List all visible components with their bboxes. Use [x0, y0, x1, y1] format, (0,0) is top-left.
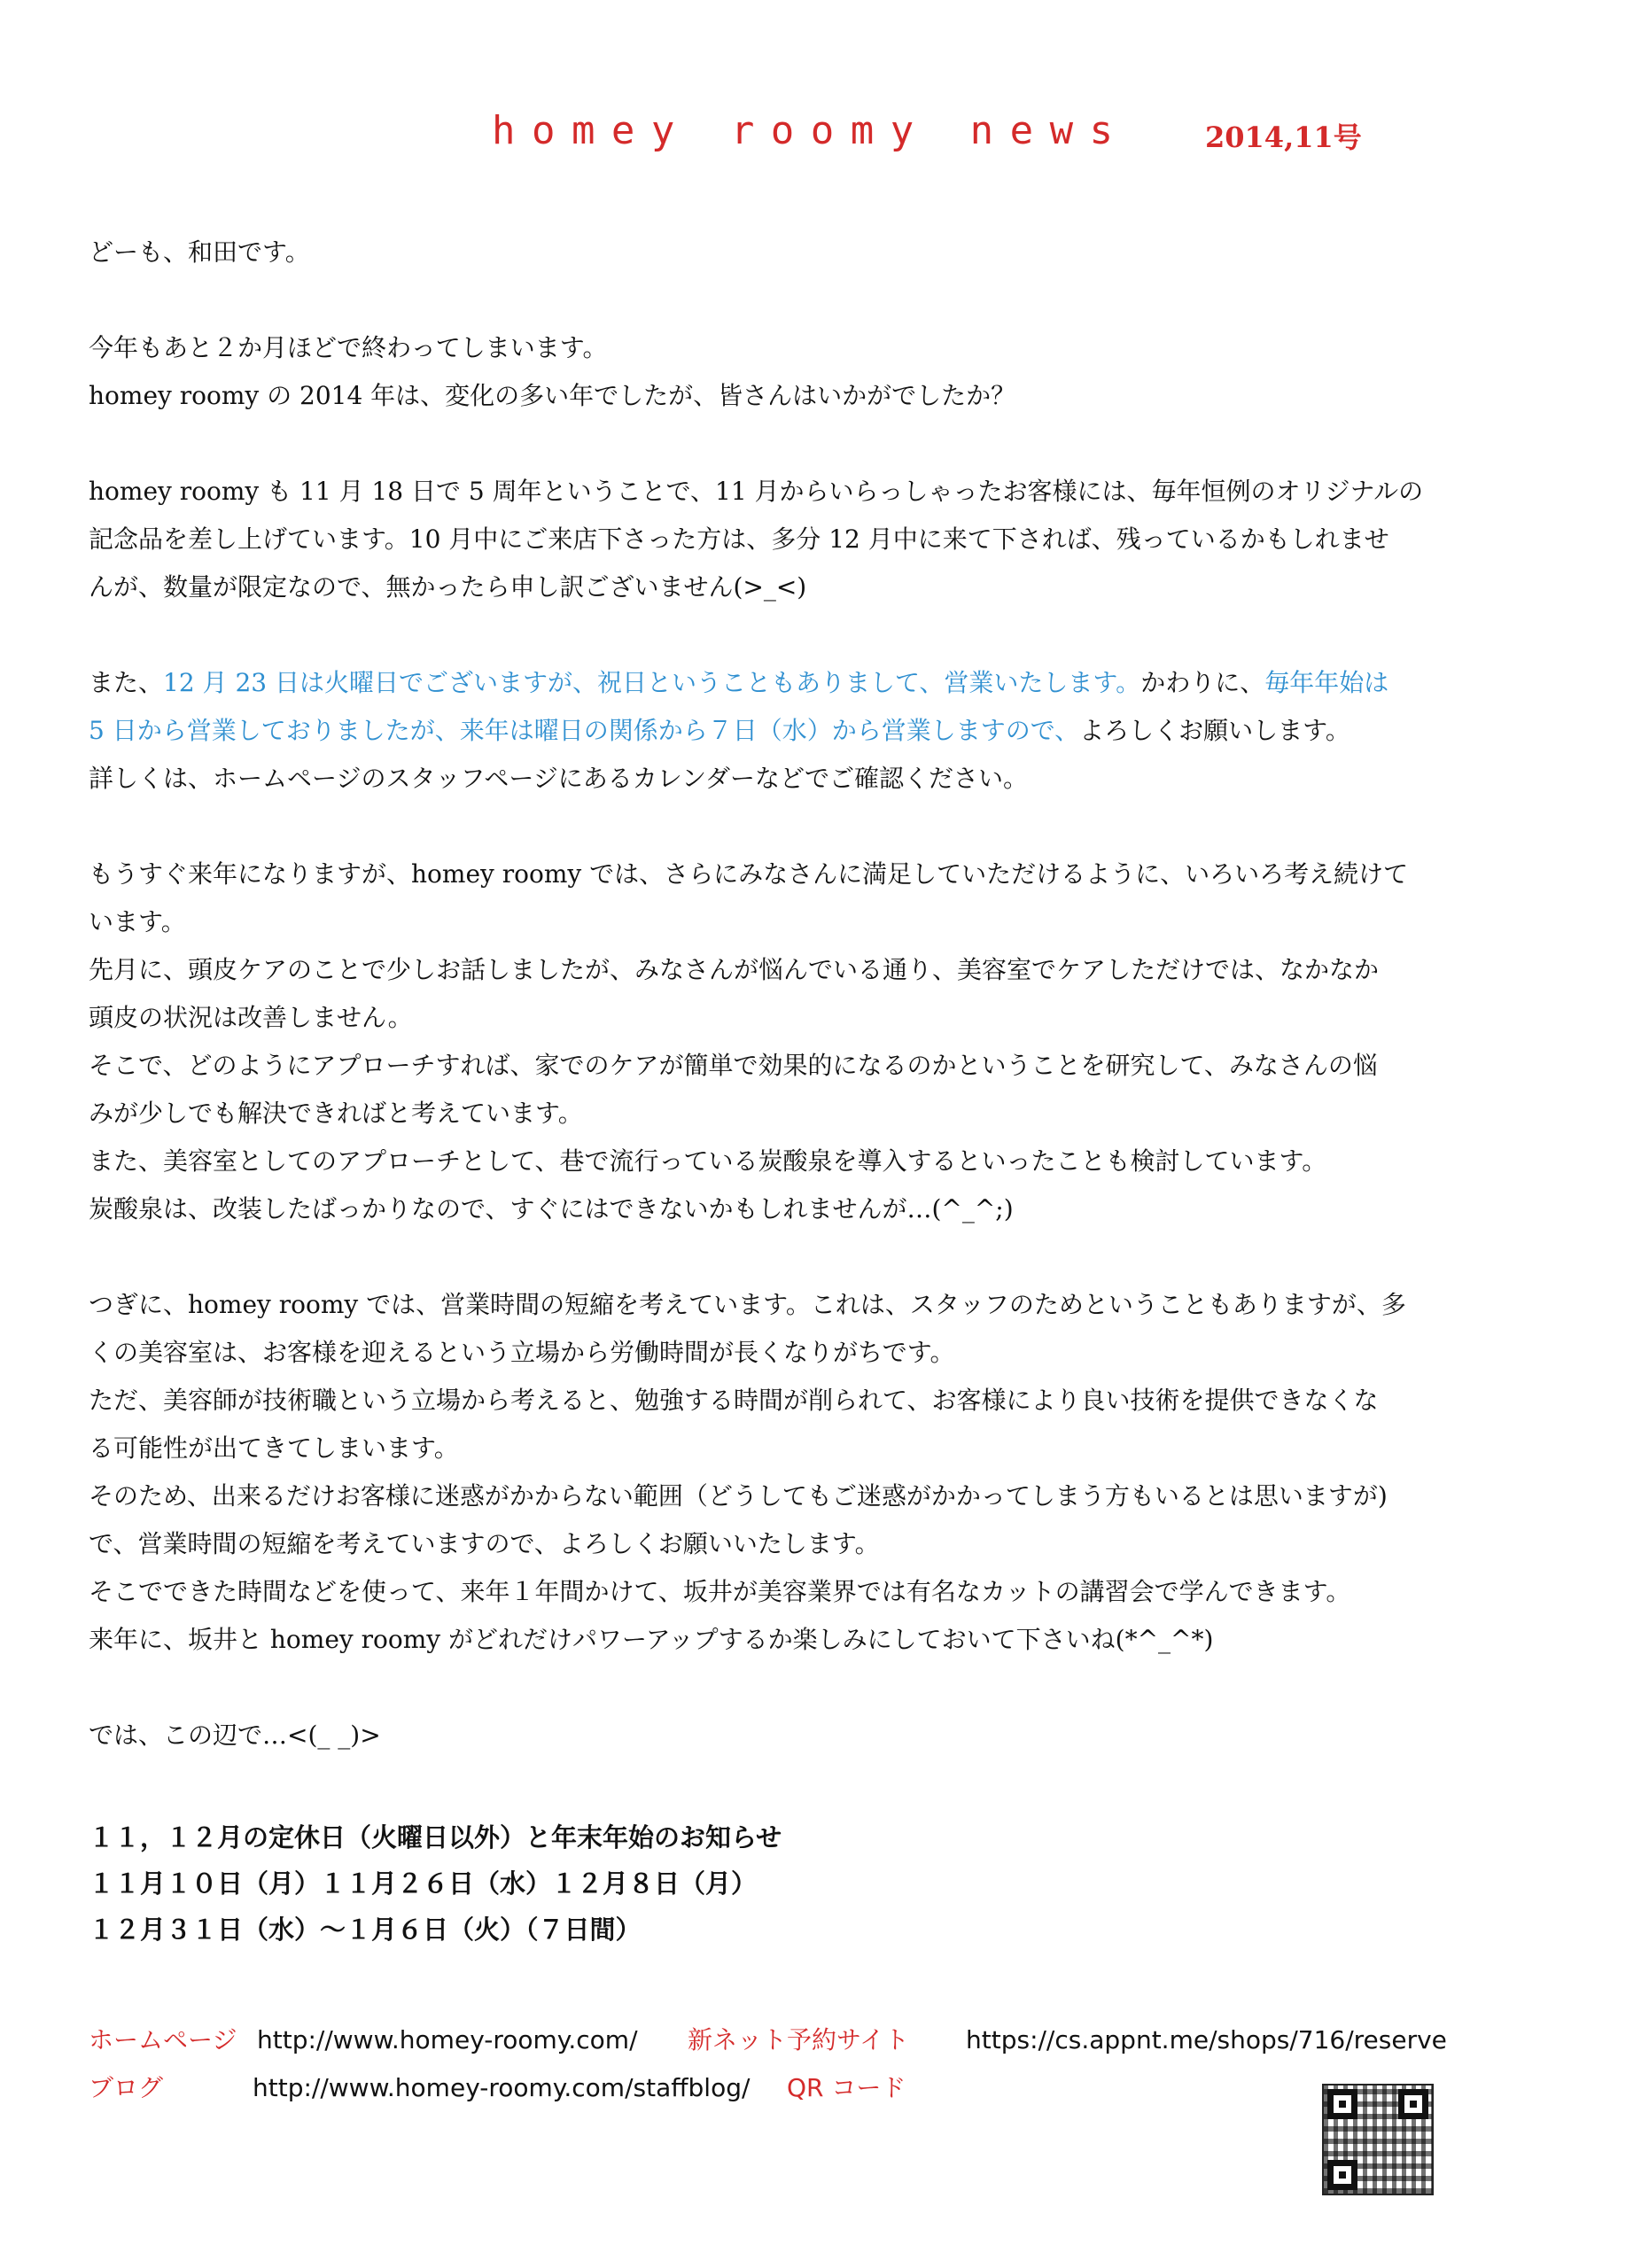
paragraph-line: また、12 月 23 日は火曜日でございますが、祝日ということもありまして、営業いたします。かわりに、毎年年始は	[89, 668, 1389, 697]
paragraph-line: くの美容室は、お客様を迎えるという立場から労働時間が長くなりがちです。	[89, 1338, 955, 1367]
paragraph-line: 頭皮の状況は改善しません。	[89, 1003, 413, 1032]
paragraph-line: 記念品を差し上げています。10 月中にご来店下さった方は、多分 12 月中に来て下されば、残っているかもしれませ	[89, 524, 1389, 554]
blog-label: ブログ	[89, 2073, 164, 2102]
paragraph-line: ただ、美容師が技術職という立場から考えると、勉強する時間が削られて、お客様により良い技術を提供できなくな	[89, 1386, 1379, 1415]
paragraph-line: そこで、どのようにアプローチすれば、家でのケアが簡単で効果的になるのかということを研究して、みなさんの悩	[89, 1051, 1378, 1080]
highlight-text: 毎年年始は	[1264, 668, 1389, 697]
paragraph-line: 炭酸泉は、改装したばっかりなので、すぐにはできないかもしれませんが…(^_^;)	[89, 1194, 1014, 1223]
paragraph-line: また、美容室としてのアプローチとして、巷で流行っている炭酸泉を導入するといったことも検討しています。	[89, 1146, 1327, 1176]
paragraph-line: homey roomy の 2014 年は、変化の多い年でしたが、皆さんはいかがでしたか？	[89, 381, 1016, 410]
qr-label: QR コード	[787, 2073, 906, 2102]
reserve-link[interactable]: https://cs.appnt.me/shops/716/reserve	[966, 2025, 1447, 2054]
paragraph-line: みが少しでも解決できればと考えています。	[89, 1099, 583, 1128]
qr-code-icon	[1322, 2084, 1434, 2195]
issue-number: 2014,11号	[1205, 120, 1362, 154]
paragraph-line: で、営業時間の短縮を考えていますので、よろしくお願いいたします。	[89, 1529, 880, 1558]
paragraph-line: んが、数量が限定なので、無かったら申し訳ございません(>_<)	[89, 572, 807, 602]
holiday-notice	[89, 1814, 1418, 1953]
paragraph-line: そのため、出来るだけお客様に迷惑がかからない範囲（どうしてもご迷惑がかかってしまう方もいるとは思いますが)	[89, 1481, 1388, 1511]
paragraph-line: る可能性が出てきてしまいます。	[89, 1433, 459, 1463]
paragraph-line: homey roomy も 11 月 18 日で 5 周年ということで、11 月からいらっしゃったお客様には、毎年恒例のオリジナルの	[89, 477, 1424, 506]
paragraph-line: 今年もあと２か月ほどで終わってしまいます。	[89, 333, 608, 362]
highlight-text: 5 日から営業しておりましたが、来年は曜日の関係から７日（水）から営業しますので、	[89, 716, 1080, 745]
paragraph-line: 5 日から営業しておりましたが、来年は曜日の関係から７日（水）から営業しますので、よろしくお願いします。	[89, 716, 1350, 745]
letter-body	[89, 229, 1497, 1759]
paragraph-line: もうすぐ来年になりますが、homey roomy では、さらにみなさんに満足していただけるように、いろいろ考え続けて	[89, 859, 1409, 889]
holiday-dates: １１月１０日（月）１１月２６日（水）１２月８日（月）	[89, 1868, 758, 1899]
homepage-label: ホームページ	[89, 2025, 237, 2054]
contact-links	[89, 2016, 1506, 2112]
paragraph-line: そこでできた時間などを使って、来年１年間かけて、坂井が美容業界では有名なカットの講習会で学んできます。	[89, 1577, 1351, 1606]
paragraph-line: 詳しくは、ホームページのスタッフページにあるカレンダーなどでご確認ください。	[89, 764, 1028, 793]
paragraph-line: 来年に、坂井と homey roomy がどれだけパワーアップするか楽しみにしておいて下さいね(*^_^*)	[89, 1625, 1214, 1654]
paragraph-line: います。	[89, 907, 186, 936]
paragraph-line: 先月に、頭皮ケアのことで少しお話しましたが、みなさんが悩んでいる通り、美容室でケアしただけでは、なかなか	[89, 955, 1380, 984]
holiday-title: １１，１２月の定休日（火曜日以外）と年末年始のお知らせ	[89, 1822, 782, 1852]
blog-link[interactable]: http://www.homey-roomy.com/staffblog/	[253, 2073, 751, 2102]
closing: では、この辺で…<(_ _)>	[89, 1720, 381, 1750]
holiday-dates: １２月３１日（水）〜１月６日（火）（７日間）	[89, 1915, 642, 1945]
greeting: どーも、和田です。	[89, 237, 310, 267]
reserve-label: 新ネット予約サイト	[688, 2025, 910, 2054]
homepage-link[interactable]: http://www.homey-roomy.com/	[257, 2025, 638, 2054]
paragraph-line: つぎに、homey roomy では、営業時間の短縮を考えています。これは、スタッフのためということもありますが、多	[89, 1290, 1406, 1319]
header	[0, 108, 1649, 161]
masthead-title: homey roomy news	[492, 108, 1130, 153]
highlight-text: 12 月 23 日は火曜日でございますが、祝日ということもありまして、営業いたします。	[163, 668, 1141, 697]
